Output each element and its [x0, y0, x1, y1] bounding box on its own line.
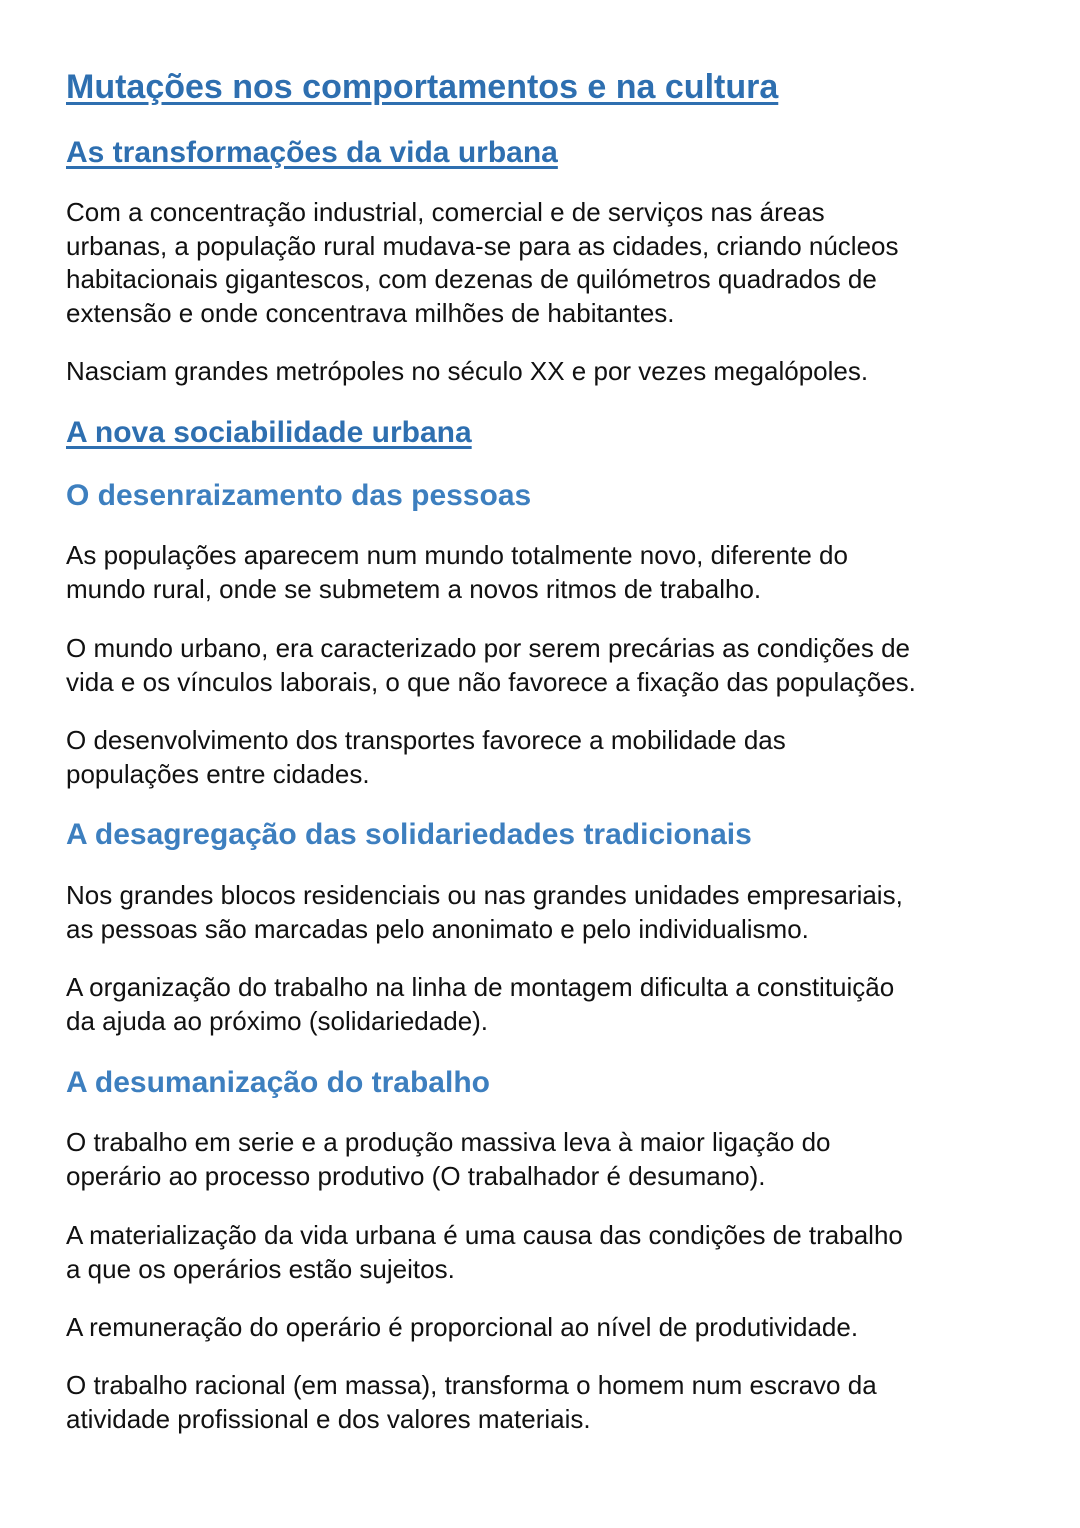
paragraph [66, 879, 1040, 946]
text-line: A remuneração do operário é proporcional ao nível de produtividade. [66, 1312, 859, 1342]
paragraph [66, 1311, 1040, 1345]
text-line: O trabalho em serie e a produção massiva leva à maior ligação do [66, 1127, 831, 1157]
paragraph [66, 724, 1040, 791]
text-line: A materialização da vida urbana é uma causa das condições de trabalho [66, 1220, 903, 1250]
text-line: O desenvolvimento dos transportes favorece a mobilidade das [66, 725, 786, 755]
text-line: Nos grandes blocos residenciais ou nas grandes unidades empresariais, [66, 880, 903, 910]
subsection-heading-desagregacao: A desagregação das solidariedades tradicionais [66, 818, 752, 851]
section-heading-vida-urbana: As transformações da vida urbana [66, 136, 558, 169]
document-title: Mutações nos comportamentos e na cultura [66, 68, 779, 106]
text-line: populações entre cidades. [66, 758, 370, 789]
paragraph [66, 539, 1040, 606]
text-line: as pessoas são marcadas pelo anonimato e pelo individualismo. [66, 913, 809, 944]
paragraph [66, 971, 1040, 1038]
paragraph [66, 1219, 1040, 1286]
text-line: O mundo urbano, era caracterizado por serem precárias as condições de [66, 633, 910, 663]
text-line: da ajuda ao próximo (solidariedade). [66, 1005, 489, 1036]
paragraph [66, 355, 1040, 389]
subsection-heading-desumanizacao: A desumanização do trabalho [66, 1066, 490, 1099]
text-line: mundo rural, onde se submetem a novos ritmos de trabalho. [66, 573, 762, 604]
text-line: extensão e onde concentrava milhões de habitantes. [66, 297, 675, 328]
text-line: vida e os vínculos laborais, o que não favorece a fixação das populações. [66, 666, 916, 697]
text-line: operário ao processo produtivo (O trabalhador é desumano). [66, 1160, 766, 1191]
text-line: atividade profissional e dos valores materiais. [66, 1403, 591, 1434]
text-line: a que os operários estão sujeitos. [66, 1253, 455, 1284]
text-line: habitacionais gigantescos, com dezenas de quilómetros quadrados de [66, 264, 877, 294]
text-line: A organização do trabalho na linha de montagem dificulta a constituição [66, 972, 895, 1002]
paragraph [66, 1369, 1040, 1436]
paragraph [66, 196, 1040, 330]
paragraph [66, 632, 1040, 699]
subsection-heading-desenraizamento: O desenraizamento das pessoas [66, 479, 532, 512]
text-line: Com a concentração industrial, comercial e de serviços nas áreas [66, 197, 825, 227]
text-line: Nasciam grandes metrópoles no século XX e por vezes megalópoles. [66, 356, 869, 386]
text-line: urbanas, a população rural mudava-se para as cidades, criando núcleos [66, 230, 899, 261]
text-line: O trabalho racional (em massa), transforma o homem num escravo da [66, 1370, 877, 1400]
section-heading-sociabilidade: A nova sociabilidade urbana [66, 416, 472, 449]
text-line: As populações aparecem num mundo totalmente novo, diferente do [66, 540, 848, 570]
paragraph [66, 1126, 1040, 1193]
